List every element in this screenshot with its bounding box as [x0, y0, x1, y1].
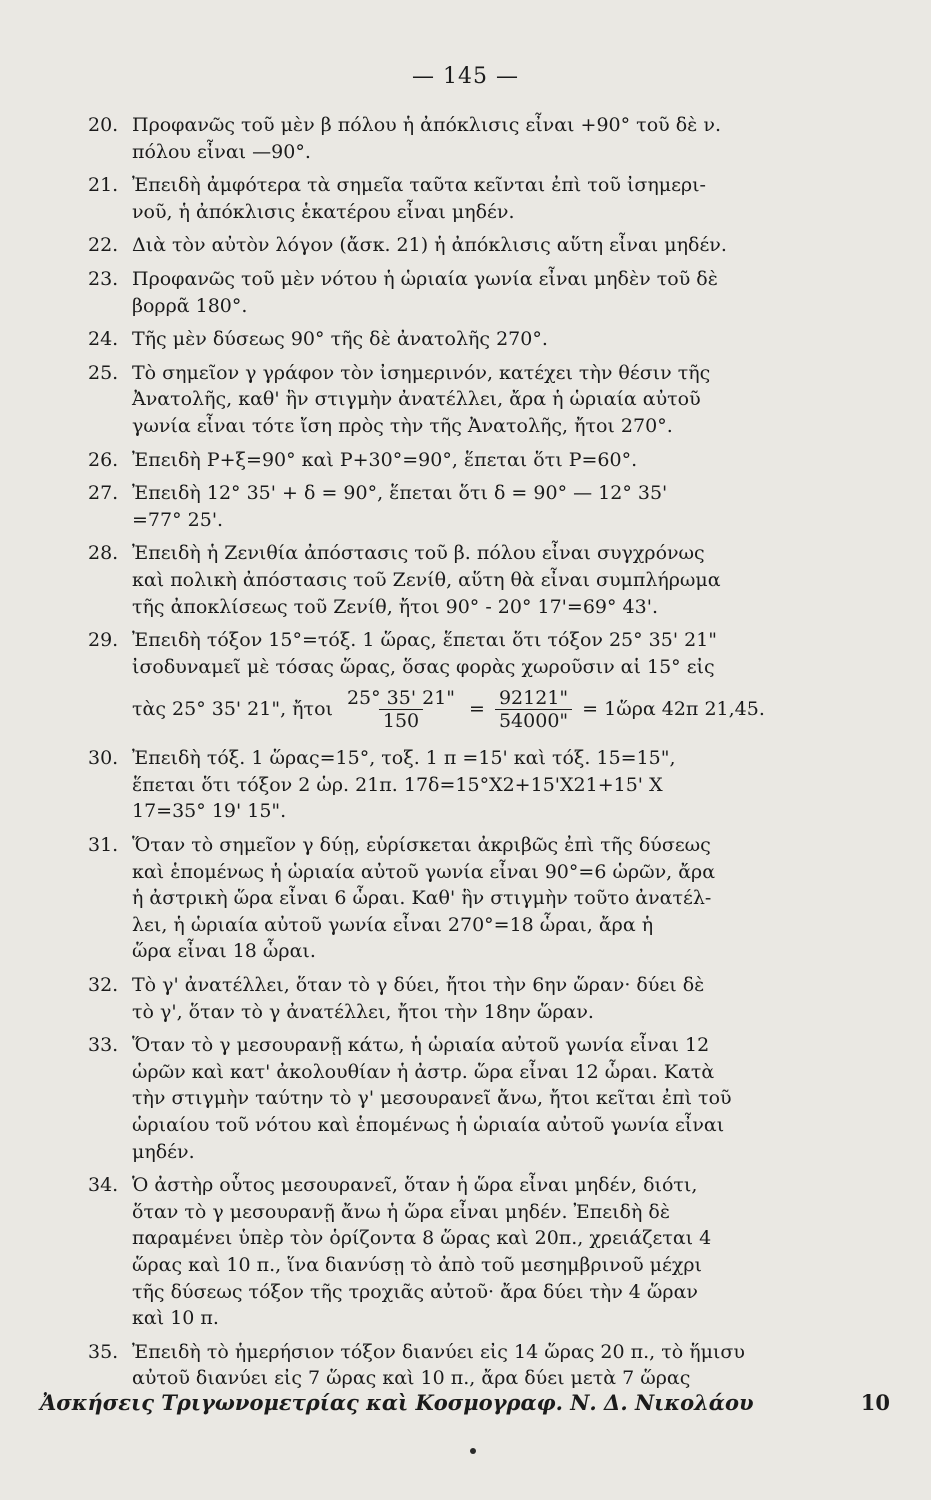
- exercise-text: [132, 1172, 878, 1332]
- text-line: Τὸ σημεῖον γ γράφον τὸν ἰσημερινόν, κατέχει τὴν θέσιν τῆς: [132, 361, 711, 384]
- exercise-number: 28.: [88, 542, 119, 565]
- exercise-entry: [88, 266, 878, 319]
- exercise-text: [132, 972, 878, 1025]
- exercise-number: 20.: [88, 114, 119, 136]
- exercise-text: [132, 112, 878, 165]
- text-line: Τῆς μὲν δύσεως 90° τῆς δὲ ἀνατολῆς 270°.: [132, 328, 548, 351]
- exercise-entry: [88, 172, 878, 225]
- exercise-entry: [88, 447, 878, 474]
- text-line: Ἐπειδὴ ἀμφότερα τὰ σημεῖα ταῦτα κεῖνται ἐπὶ τοῦ ἰσημερι-: [132, 174, 706, 197]
- text-line: τῆς ἀποκλίσεως τοῦ Ζενίθ, ἤτοι 90° - 20° 17'=69° 43'.: [132, 595, 658, 618]
- text-line: Ὅταν τὸ γ μεσουρανῇ κάτω, ἡ ὡριαία αὐτοῦ γωνία εἶναι 12: [132, 1034, 710, 1057]
- text-line: =77° 25'.: [132, 508, 224, 531]
- exercise-text: [132, 172, 878, 225]
- exercise-entry: [88, 745, 878, 825]
- text-line: Ὁ ἀστὴρ οὗτος μεσουρανεῖ, ὅταν ἡ ὥρα εἶναι μηδέν, διότι,: [132, 1174, 698, 1197]
- text-line: Ὅταν τὸ σημεῖον γ δύῃ, εὑρίσκεται ἀκριβῶς ἐπὶ τῆς δύσεως: [132, 834, 711, 857]
- exercise-text: [132, 745, 878, 825]
- exercise-number: 32.: [88, 974, 119, 997]
- text-line: ἕπεται ὅτι τόξον 2 ὡρ. 21π. 17δ=15°Χ2+15'Χ21+15' Χ: [132, 773, 663, 796]
- fraction-numerator: 92121": [498, 686, 569, 709]
- exercise-number: 33.: [88, 1034, 119, 1057]
- text-line: 17=35° 19' 15".: [132, 800, 287, 823]
- text-line: Διὰ τὸν αὐτὸν λόγον (ἄσκ. 21) ἡ ἀπόκλισις αὕτη εἶναι μηδέν.: [132, 234, 727, 257]
- exercise-number: 35.: [88, 1340, 119, 1363]
- exercise-entry: [88, 832, 878, 965]
- text-line: ὅταν τὸ γ μεσουρανῇ ἄνω ἡ ὥρα εἶναι μηδέν. Ἐπειδὴ δὲ: [132, 1200, 671, 1223]
- page-number: — 145 —: [412, 64, 519, 89]
- text-line: νοῦ, ἡ ἀπόκλισις ἑκατέρου εἶναι μηδέν.: [132, 200, 515, 223]
- text-line: Ἐπειδὴ ἡ Ζενιθία ἀπόστασις τοῦ β. πόλου εἶναι συγχρόνως: [132, 542, 705, 565]
- signature-mark: 10: [860, 1390, 890, 1415]
- exercise-entry: [88, 1032, 878, 1165]
- text-line: πόλου εἶναι —90°.: [132, 140, 311, 163]
- text-line: γωνία εἶναι τότε ἴση πρὸς τὴν τῆς Ἀνατολῆς, ἤτοι 270°.: [132, 414, 673, 437]
- footer: [40, 1390, 890, 1415]
- fraction-numerator: 25° 35' 21": [346, 686, 456, 709]
- exercise-entry: [88, 232, 878, 259]
- exercise-entry: [88, 480, 878, 533]
- formula-line: [132, 680, 878, 738]
- fraction: [495, 687, 572, 732]
- exercise-number: 24.: [88, 328, 119, 351]
- text-line: Ἀνατολῆς, καθ' ἣν στιγμὴν ἀνατέλλει, ἄρα ἡ ὡριαία αὐτοῦ: [132, 388, 701, 411]
- exercise-number: 31.: [88, 834, 119, 857]
- text-line: αὐτοῦ διανύει εἰς 7 ὥρας καὶ 10 π., ἄρα δύει μετὰ 7 ὥρας: [132, 1367, 691, 1390]
- exercise-entry: [88, 540, 878, 620]
- exercise-number: 34.: [88, 1174, 119, 1197]
- exercise-number: 29.: [88, 629, 119, 652]
- exercise-text: [132, 480, 878, 533]
- text-line: Τὸ γ' ἀνατέλλει, ὅταν τὸ γ δύει, ἤτοι τὴν 6ην ὥραν· δύει δὲ: [132, 974, 705, 997]
- text-line: Ἐπειδὴ P+ξ=90° καὶ P+30°=90°, ἕπεται ὅτι P=60°.: [132, 448, 638, 471]
- text-line: Ἐπειδὴ τόξον 15°=τόξ. 1 ὥρας, ἕπεται ὅτι τόξον 25° 35' 21": [132, 629, 718, 652]
- text-line: ἰσοδυναμεῖ μὲ τόσας ὥρας, ὅσας φορὰς χωροῦσιν αἱ 15° εἰς: [132, 655, 715, 678]
- text-line: Προφανῶς τοῦ μὲν β πόλου ἡ ἀπόκλισις εἶναι +90° τοῦ δὲ ν.: [132, 114, 721, 136]
- exercise-solutions: [88, 112, 878, 1392]
- formula-result: = 1ὥρα 42π 21,45.: [582, 697, 765, 720]
- exercise-text: [132, 627, 878, 738]
- exercise-entry: [88, 112, 878, 165]
- text-line: μηδέν.: [132, 1140, 195, 1163]
- text-line: τὴν στιγμὴν ταύτην τὸ γ' μεσουρανεῖ ἄνω, ἤτοι κεῖται ἐπὶ τοῦ: [132, 1087, 732, 1110]
- exercise-text: [132, 1032, 878, 1165]
- fraction-denominator: 54000": [495, 709, 572, 732]
- exercise-text: [132, 540, 878, 620]
- formula-lead: τὰς 25° 35' 21", ἤτοι: [132, 697, 333, 720]
- exercise-number: 30.: [88, 747, 119, 770]
- exercise-number: 22.: [88, 234, 119, 257]
- text-line: καὶ ἑπομένως ἡ ὡριαία αὐτοῦ γωνία εἶναι 90°=6 ὡρῶν, ἄρα: [132, 860, 716, 883]
- text-line: παραμένει ὑπὲρ τὸν ὁρίζοντα 8 ὥρας καὶ 20π., χρειάζεται 4: [132, 1227, 712, 1250]
- text-line: τὸ γ', ὅταν τὸ γ ἀνατέλλει, ἤτοι τὴν 18ην ὥραν.: [132, 1000, 594, 1023]
- exercise-number: 23.: [88, 267, 119, 290]
- text-line: Ἐπειδὴ 12° 35' + δ = 90°, ἕπεται ὅτι δ = 90° — 12° 35': [132, 482, 668, 505]
- exercise-text: [132, 266, 878, 319]
- text-line: Προφανῶς τοῦ μὲν νότου ἡ ὡριαία γωνία εἶναι μηδὲν τοῦ δὲ: [132, 267, 718, 290]
- text-line: ὥρας καὶ 10 π., ἵνα διανύσῃ τὸ ἀπὸ τοῦ μεσημβρινοῦ μέχρι: [132, 1253, 702, 1276]
- exercise-text: [132, 832, 878, 965]
- exercise-number: 25.: [88, 361, 119, 384]
- ink-dot: [470, 1448, 476, 1454]
- text-line: καὶ 10 π.: [132, 1307, 219, 1330]
- exercise-text: [132, 232, 878, 259]
- exercise-number: 26.: [88, 448, 119, 471]
- exercise-entry: [88, 1339, 878, 1392]
- exercise-text: [132, 447, 878, 474]
- exercise-text: [132, 326, 878, 353]
- text-line: καὶ πολικὴ ἀπόστασις τοῦ Ζενίθ, αὕτη θὰ εἶναι συμπλήρωμα: [132, 568, 721, 591]
- exercise-number: 21.: [88, 174, 119, 197]
- exercise-number: 27.: [88, 482, 119, 505]
- exercise-text: [132, 1339, 878, 1392]
- text-line: τῆς δύσεως τόξον τῆς τροχιᾶς αὐτοῦ· ἄρα δύει τὴν 4 ὥραν: [132, 1280, 698, 1303]
- text-line: ὡρῶν καὶ κατ' ἀκολουθίαν ἡ ἀστρ. ὥρα εἶναι 12 ὧραι. Κατὰ: [132, 1060, 715, 1083]
- exercise-text: [132, 360, 878, 440]
- text-line: Ἐπειδὴ τόξ. 1 ὥρας=15°, τοξ. 1 π =15' καὶ τόξ. 15=15",: [132, 747, 676, 770]
- exercise-entry: [88, 1172, 878, 1332]
- equals-sign: =: [469, 697, 485, 720]
- footer-title: Ἀσκήσεις Τριγωνομετρίας καὶ Κοσμογραφ. Ν. Δ. Νικολάου: [40, 1390, 754, 1415]
- exercise-entry: [88, 627, 878, 738]
- fraction-denominator: 150: [379, 709, 423, 732]
- text-line: βορρᾶ 180°.: [132, 294, 248, 317]
- text-line: Ἐπειδὴ τὸ ἡμερήσιον τόξον διανύει εἰς 14 ὥρας 20 π., τὸ ἥμισυ: [132, 1340, 745, 1363]
- text-line: ὥρα εἶναι 18 ὧραι.: [132, 940, 316, 963]
- text-line: λει, ἡ ὡριαία αὐτοῦ γωνία εἶναι 270°=18 ὧραι, ἄρα ἡ: [132, 913, 654, 936]
- fraction: [343, 687, 459, 732]
- exercise-entry: [88, 360, 878, 440]
- text-line: ὡριαίου τοῦ νότου καὶ ἑπομένως ἡ ὡριαία αὐτοῦ γωνία εἶναι: [132, 1114, 725, 1136]
- exercise-entry: [88, 972, 878, 1025]
- text-line: ἡ ἀστρικὴ ὥρα εἶναι 6 ὧραι. Καθ' ἣν στιγμὴν τοῦτο ἀνατέλ-: [132, 887, 712, 910]
- exercise-entry: [88, 326, 878, 353]
